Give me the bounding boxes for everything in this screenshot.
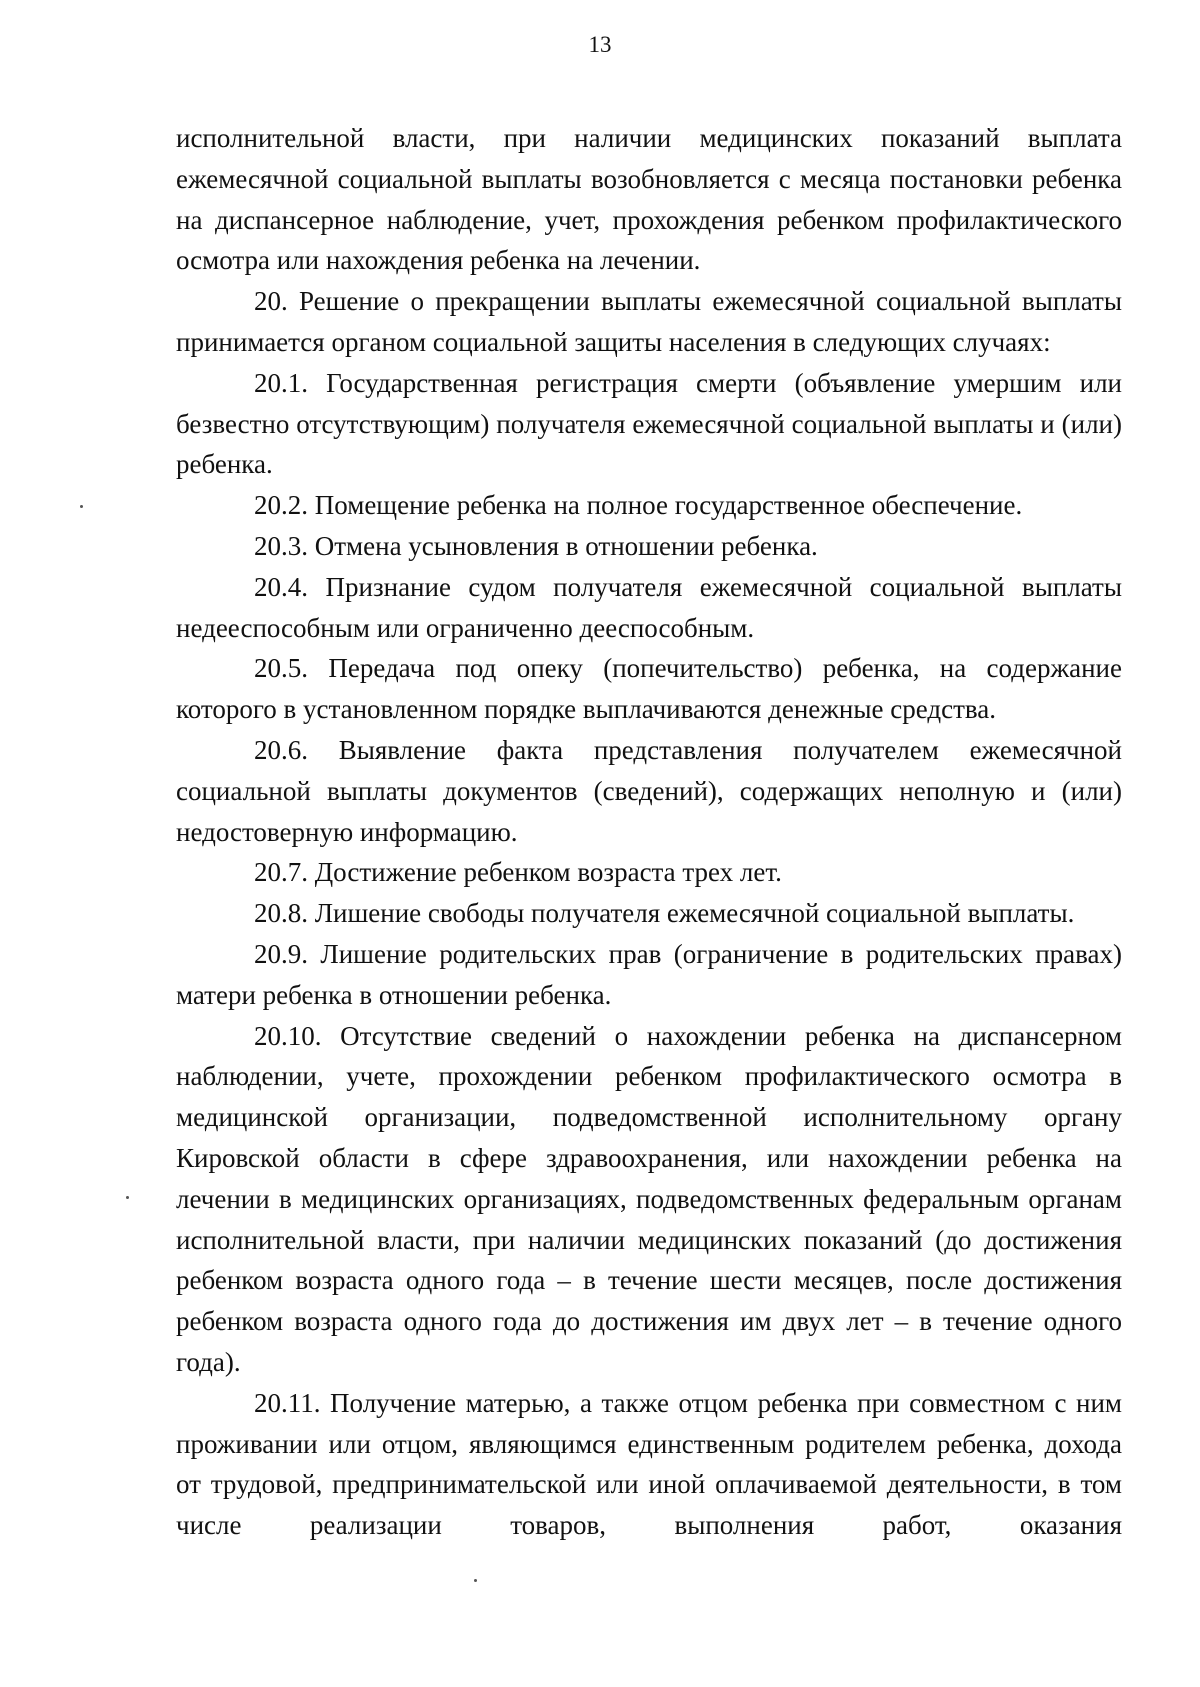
- paragraph-20-8: 20.8. Лишение свободы получателя ежемесячной социальной выплаты.: [254, 898, 1075, 929]
- paragraph-20-5: 20.5. Передача под опеку (попечительство) ребенка, на содержание которого в установленном порядке выплачиваются денежные средства.: [176, 653, 1122, 725]
- paragraph-20-1: 20.1. Государственная регистрация смерти (объявление умершим или безвестно отсутствующим) получателя ежемесячной социальной выплаты и (или) ребенка.: [176, 367, 1122, 480]
- paragraph-20-7: 20.7. Достижение ребенком возраста трех лет.: [254, 857, 782, 888]
- paragraph-20: 20. Решение о прекращении выплаты ежемесячной социальной выплаты принимается органом социальной защиты населения в следующих случаях:: [176, 286, 1122, 357]
- paragraph-20-4: 20.4. Признание судом получателя ежемесячной социальной выплаты недееспособным или ограниченно дееспособным.: [176, 571, 1122, 643]
- paragraph-20-9: 20.9. Лишение родительских прав (ограничение в родительских правах) матери ребенка в отношении ребенка.: [176, 938, 1122, 1010]
- paragraph-20-11: 20.11. Получение матерью, а также отцом ребенка при совместном с ним проживании или отцом, являющимся единственным родителем ребенка, дохода от трудовой, предпринимательской или иной оплачиваемой деятельности, в том числе реализации товаров, выполнения работ, оказания: [176, 1387, 1122, 1541]
- paragraph-continuation: исполнительной власти, при наличии медицинских показаний выплата ежемесячной социальной выплаты возобновляется с месяца постановки ребенка на диспансерное наблюдение, учет, прохождения ребенком профилактического осмотра или нахождения ребенка на лечении.: [176, 123, 1122, 276]
- paragraph-20-6: 20.6. Выявление факта представления получателем ежемесячной социальной выплаты документов (сведений), содержащих неполную и (или) недостоверную информацию.: [176, 734, 1122, 847]
- paragraph-20-2: 20.2. Помещение ребенка на полное государственное обеспечение.: [254, 490, 1023, 521]
- scan-speck: [126, 1196, 129, 1199]
- scan-speck: [80, 505, 83, 508]
- paragraph-20-3: 20.3. Отмена усыновления в отношении ребенка.: [254, 530, 818, 561]
- paragraph-20-10: 20.10. Отсутствие сведений о нахождении ребенка на диспансерном наблюдении, учете, прохождении ребенком профилактического осмотра в медицинской организации, подведомственной исполнительному органу Кировской области в сфере здравоохранения, или нахождении ребенка на лечении в медицинских организациях, подведомственных федеральным органам исполнительной власти, при наличии медицинских показаний (до достижения ребенком возраста одного года – в течение шести месяцев, после достижения ребенком возраста одного года до достижения им двух лет – в течение одного года).: [176, 1020, 1122, 1377]
- document-body: [176, 118, 1122, 1546]
- page-number: 13: [588, 32, 612, 57]
- scan-speck: [474, 1579, 477, 1582]
